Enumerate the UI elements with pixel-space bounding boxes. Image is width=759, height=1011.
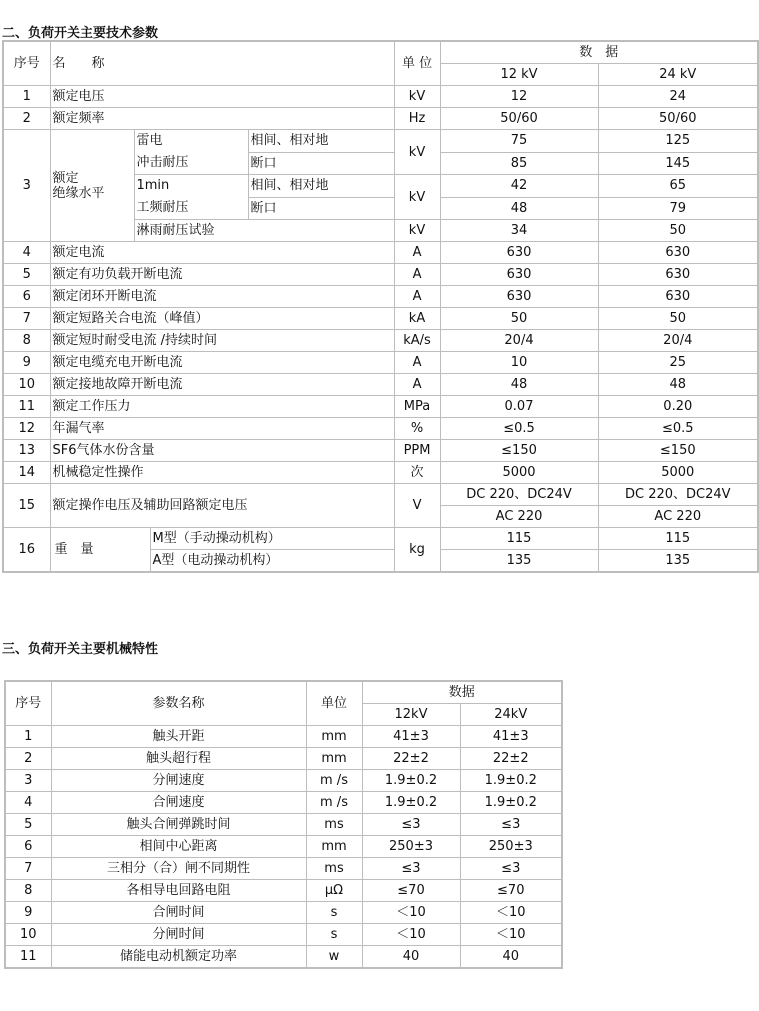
- col-header-no: 序号: [3, 41, 50, 86]
- parameter-name: 分闸速度: [51, 770, 306, 792]
- row-number: 11: [3, 396, 50, 418]
- unit-cell: 次: [394, 462, 440, 484]
- value-24kv: 20/4: [598, 330, 758, 352]
- value-12kv: ≤3: [362, 858, 460, 880]
- unit-cell: s: [306, 924, 362, 946]
- table-row: [5, 858, 562, 880]
- parameter-name: 额定闭环开断电流: [50, 286, 394, 308]
- value-24kv: 25: [598, 352, 758, 374]
- table-row: [5, 726, 562, 748]
- row-number: 5: [5, 814, 51, 836]
- value-24kv: 1.9±0.2: [460, 770, 562, 792]
- parameter-name: 额定电流: [50, 242, 394, 264]
- table-row: [3, 374, 758, 396]
- parameter-name: SF6气体水份含量: [50, 440, 394, 462]
- value-12kv: ≤0.5: [440, 418, 598, 440]
- parameter-name: 额定工作压力: [50, 396, 394, 418]
- value-12kv: 115: [440, 528, 598, 550]
- value-12kv: ≤3: [362, 814, 460, 836]
- row-number: 2: [3, 108, 50, 130]
- value-12kv: 48: [440, 197, 598, 220]
- value-24kv: 0.20: [598, 396, 758, 418]
- row-number: 13: [3, 440, 50, 462]
- value-12kv: ＜10: [362, 902, 460, 924]
- unit-cell: kV: [394, 175, 440, 220]
- parameter-name: 额定有功负载开断电流: [50, 264, 394, 286]
- value-12kv: 630: [440, 264, 598, 286]
- unit-cell: m /s: [306, 792, 362, 814]
- parameter-name: 额定短时耐受电流 /持续时间: [50, 330, 394, 352]
- row-number: 3: [5, 770, 51, 792]
- unit-cell: PPM: [394, 440, 440, 462]
- technical-parameters-table: [2, 40, 759, 573]
- value-24kv: 50: [598, 308, 758, 330]
- table-row: [3, 440, 758, 462]
- row-number: 8: [3, 330, 50, 352]
- table-row: [3, 528, 758, 550]
- unit-cell: s: [306, 902, 362, 924]
- section2-title: 二、负荷开关主要技术参数: [2, 26, 159, 41]
- table-row: [5, 770, 562, 792]
- row-number: 9: [5, 902, 51, 924]
- col-header-no: 序号: [5, 681, 51, 726]
- value-24kv: 630: [598, 242, 758, 264]
- table-row: [5, 814, 562, 836]
- wet-withstand-label: 淋雨耐压试验: [134, 220, 394, 242]
- phase-to-earth-label: 相间、相对地: [248, 130, 394, 153]
- unit-cell: %: [394, 418, 440, 440]
- row-number: 9: [3, 352, 50, 374]
- table-row: [5, 880, 562, 902]
- value-12kv: 250±3: [362, 836, 460, 858]
- value-24kv: 50/60: [598, 108, 758, 130]
- table-row: [3, 396, 758, 418]
- col-header-data: 数据: [362, 681, 562, 704]
- value-24kv: 630: [598, 264, 758, 286]
- table-row: [3, 130, 758, 153]
- table-row: [5, 902, 562, 924]
- parameter-name: 额定短路关合电流（峰值）: [50, 308, 394, 330]
- value-24kv: ≤3: [460, 814, 562, 836]
- power-frequency-label: 1min 工频耐压: [134, 175, 248, 220]
- value-24kv: ＜10: [460, 902, 562, 924]
- table-row: [3, 264, 758, 286]
- value-24kv: 135: [598, 550, 758, 573]
- value-24kv: AC 220: [598, 506, 758, 528]
- value-12kv: 630: [440, 286, 598, 308]
- row-number: 15: [3, 484, 50, 528]
- parameter-name: 额定频率: [50, 108, 394, 130]
- row-number: 7: [3, 308, 50, 330]
- table-row: [3, 108, 758, 130]
- col-header-24kv: 24 kV: [598, 64, 758, 86]
- value-24kv: 40: [460, 946, 562, 969]
- value-12kv: 75: [440, 130, 598, 153]
- value-12kv: 5000: [440, 462, 598, 484]
- value-24kv: 79: [598, 197, 758, 220]
- value-12kv: 42: [440, 175, 598, 198]
- unit-cell: A: [394, 374, 440, 396]
- row-number: 1: [3, 86, 50, 108]
- value-12kv: 12: [440, 86, 598, 108]
- section3-title: 三、负荷开关主要机械特性: [2, 642, 159, 657]
- value-12kv: AC 220: [440, 506, 598, 528]
- table-row: [5, 946, 562, 969]
- unit-cell: ms: [306, 858, 362, 880]
- value-24kv: 65: [598, 175, 758, 198]
- parameter-name: 合闸时间: [51, 902, 306, 924]
- table-row: [3, 462, 758, 484]
- parameter-name: 储能电动机额定功率: [51, 946, 306, 969]
- value-24kv: DC 220、DC24V: [598, 484, 758, 506]
- parameter-name: 机械稳定性操作: [50, 462, 394, 484]
- unit-cell: μΩ: [306, 880, 362, 902]
- value-24kv: ≤70: [460, 880, 562, 902]
- col-header-name: 名 称: [50, 41, 394, 86]
- table-row: [5, 792, 562, 814]
- unit-cell: w: [306, 946, 362, 969]
- value-12kv: 34: [440, 220, 598, 242]
- value-24kv: 115: [598, 528, 758, 550]
- value-12kv: 50/60: [440, 108, 598, 130]
- value-12kv: 20/4: [440, 330, 598, 352]
- motor-type-label: A型（电动操动机构）: [150, 550, 394, 573]
- value-24kv: 24: [598, 86, 758, 108]
- value-12kv: 630: [440, 242, 598, 264]
- parameter-name: 额定 绝缘水平: [50, 130, 134, 242]
- parameter-name: 额定电缆充电开断电流: [50, 352, 394, 374]
- value-12kv: ＜10: [362, 924, 460, 946]
- value-24kv: ≤3: [460, 858, 562, 880]
- row-number: 2: [5, 748, 51, 770]
- unit-cell: Hz: [394, 108, 440, 130]
- unit-cell: kA: [394, 308, 440, 330]
- value-24kv: 48: [598, 374, 758, 396]
- row-number: 16: [3, 528, 50, 573]
- value-24kv: 630: [598, 286, 758, 308]
- unit-cell: A: [394, 242, 440, 264]
- unit-cell: kV: [394, 86, 440, 108]
- unit-cell: mm: [306, 748, 362, 770]
- unit-cell: mm: [306, 726, 362, 748]
- parameter-name: 触头开距: [51, 726, 306, 748]
- value-12kv: 22±2: [362, 748, 460, 770]
- row-number: 6: [3, 286, 50, 308]
- col-header-12kv: 12 kV: [440, 64, 598, 86]
- value-12kv: 10: [440, 352, 598, 374]
- value-24kv: ＜10: [460, 924, 562, 946]
- value-24kv: 145: [598, 152, 758, 175]
- row-number: 1: [5, 726, 51, 748]
- unit-cell: kg: [394, 528, 440, 573]
- value-12kv: 0.07: [440, 396, 598, 418]
- row-number: 10: [5, 924, 51, 946]
- unit-cell: m /s: [306, 770, 362, 792]
- isolating-distance-label: 断口: [248, 152, 394, 175]
- phase-to-earth-label: 相间、相对地: [248, 175, 394, 198]
- parameter-name: 分闸时间: [51, 924, 306, 946]
- value-24kv: 125: [598, 130, 758, 153]
- unit-cell: V: [394, 484, 440, 528]
- table-row: [3, 242, 758, 264]
- row-number: 14: [3, 462, 50, 484]
- value-12kv: 48: [440, 374, 598, 396]
- parameter-name: 重 量: [50, 528, 150, 573]
- value-12kv: 135: [440, 550, 598, 573]
- parameter-name: 三相分（合）闸不同期性: [51, 858, 306, 880]
- row-number: 4: [5, 792, 51, 814]
- table-row: [3, 86, 758, 108]
- row-number: 4: [3, 242, 50, 264]
- value-12kv: DC 220、DC24V: [440, 484, 598, 506]
- row-number: 8: [5, 880, 51, 902]
- value-24kv: 5000: [598, 462, 758, 484]
- parameter-name: 触头合闸弹跳时间: [51, 814, 306, 836]
- value-12kv: ≤70: [362, 880, 460, 902]
- isolating-distance-label: 断口: [248, 197, 394, 220]
- row-number: 5: [3, 264, 50, 286]
- value-24kv: ≤0.5: [598, 418, 758, 440]
- table-row: [3, 330, 758, 352]
- col-header-12kv: 12kV: [362, 704, 460, 726]
- parameter-name: 额定接地故障开断电流: [50, 374, 394, 396]
- table-row: [5, 748, 562, 770]
- table-row: [3, 418, 758, 440]
- value-12kv: 40: [362, 946, 460, 969]
- value-12kv: 1.9±0.2: [362, 770, 460, 792]
- col-header-unit: 单 位: [394, 41, 440, 86]
- parameter-name: 额定电压: [50, 86, 394, 108]
- unit-cell: kV: [394, 220, 440, 242]
- row-number: 7: [5, 858, 51, 880]
- unit-cell: mm: [306, 836, 362, 858]
- parameter-name: 额定操作电压及辅助回路额定电压: [50, 484, 394, 528]
- parameter-name: 年漏气率: [50, 418, 394, 440]
- value-12kv: 50: [440, 308, 598, 330]
- table-row: [3, 484, 758, 506]
- unit-cell: ms: [306, 814, 362, 836]
- value-12kv: 41±3: [362, 726, 460, 748]
- value-24kv: 1.9±0.2: [460, 792, 562, 814]
- table-row: [3, 352, 758, 374]
- parameter-name: 相间中心距离: [51, 836, 306, 858]
- value-24kv: 41±3: [460, 726, 562, 748]
- col-header-unit: 单位: [306, 681, 362, 726]
- value-12kv: 1.9±0.2: [362, 792, 460, 814]
- unit-cell: kV: [394, 130, 440, 175]
- value-12kv: ≤150: [440, 440, 598, 462]
- unit-cell: A: [394, 264, 440, 286]
- unit-cell: A: [394, 286, 440, 308]
- unit-cell: A: [394, 352, 440, 374]
- row-number: 10: [3, 374, 50, 396]
- col-header-name: 参数名称: [51, 681, 306, 726]
- row-number: 3: [3, 130, 50, 242]
- value-12kv: 85: [440, 152, 598, 175]
- parameter-name: 合闸速度: [51, 792, 306, 814]
- manual-type-label: M型（手动操动机构）: [150, 528, 394, 550]
- mechanical-characteristics-table: [4, 680, 563, 969]
- row-number: 6: [5, 836, 51, 858]
- value-24kv: 250±3: [460, 836, 562, 858]
- table-row: [5, 924, 562, 946]
- table-row: [3, 308, 758, 330]
- row-number: 12: [3, 418, 50, 440]
- parameter-name: 触头超行程: [51, 748, 306, 770]
- value-24kv: 22±2: [460, 748, 562, 770]
- value-24kv: ≤150: [598, 440, 758, 462]
- col-header-data: 数 据: [440, 41, 758, 64]
- unit-cell: kA/s: [394, 330, 440, 352]
- value-24kv: 50: [598, 220, 758, 242]
- table-row: [5, 836, 562, 858]
- unit-cell: MPa: [394, 396, 440, 418]
- table-row: [3, 286, 758, 308]
- col-header-24kv: 24kV: [460, 704, 562, 726]
- lightning-impulse-label: 雷电 冲击耐压: [134, 130, 248, 175]
- parameter-name: 各相导电回路电阻: [51, 880, 306, 902]
- row-number: 11: [5, 946, 51, 969]
